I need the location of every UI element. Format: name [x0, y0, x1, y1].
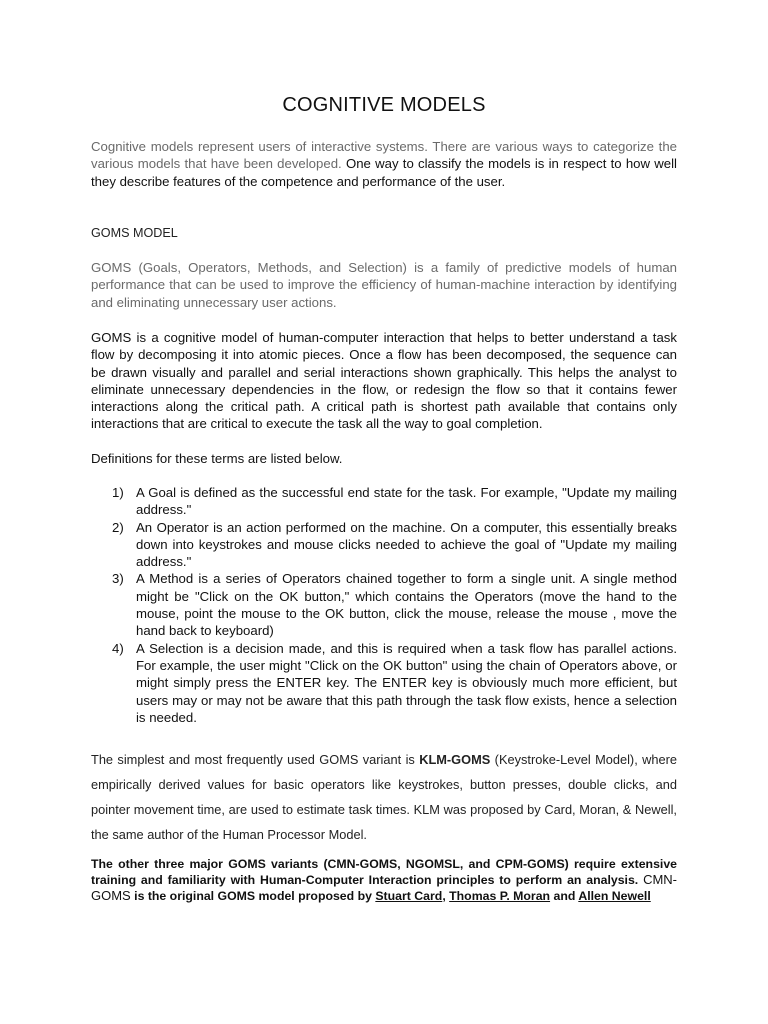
- thomas-moran-link[interactable]: Thomas P. Moran: [449, 889, 551, 903]
- comma-separator: ,: [442, 889, 450, 903]
- page-title: COGNITIVE MODELS: [282, 94, 486, 116]
- list-item-text: A Method is a series of Operators chained together to form a single unit. A single method might be "Click on the OK button," which contains the Operators (move the hand to the mouse, point the mouse to the OK button, click the mouse, release the mouse , move the hand back to keyboard): [136, 571, 677, 639]
- list-item: [91, 640, 677, 726]
- allen-newell-link[interactable]: Allen Newell: [578, 889, 651, 903]
- variants-bold-sentence: The other three major GOMS variants (CMN-GOMS, NGOMSL, and CPM-GOMS) require extensive training and familiarity with Human-Computer Interaction principles to perform an analysis.: [91, 857, 677, 887]
- klm-text-before: The simplest and most frequently used GOMS variant is: [91, 752, 420, 767]
- klm-paragraph: [91, 747, 677, 847]
- goms-heading: GOMS MODEL: [91, 226, 178, 240]
- cmn-goms-term: CMN-GOMS: [91, 872, 677, 903]
- list-item-number: 1): [112, 485, 124, 500]
- intro-paragraph: [91, 138, 677, 190]
- definitions-list: [91, 484, 677, 726]
- klm-goms-term: KLM-GOMS: [419, 752, 491, 767]
- and-separator: and: [550, 889, 579, 903]
- list-item: [91, 519, 677, 571]
- intro-dark-text: One way to classify the models is in respect to how well they describe features of the competence and performance of the user.: [91, 156, 677, 189]
- list-item-number: 4): [112, 640, 124, 656]
- list-item-text: An Operator is an action performed on the machine. On a computer, this essentially breaks down into keystrokes and mouse clicks needed to achieve the goal of "Update my mailing address.": [136, 519, 677, 570]
- goms-explanation-paragraph: GOMS is a cognitive model of human-computer interaction that helps to better understand a task flow by decomposing it into atomic pieces. Once a flow has been decomposed, the sequence can be drawn visually and parallel and serial interactions shown graphically. This helps the analyst to eliminate unnecessary dependencies in the flow, or redesign the flow so that it contains fewer interactions along the critical path. A critical path is shortest path available that contains only interactions that are critical to execute the task all the way to goal completion.: [91, 330, 677, 432]
- original-model-text: is the original GOMS model proposed by: [130, 889, 376, 903]
- list-item: [91, 484, 677, 519]
- list-item: [91, 570, 677, 639]
- variants-paragraph: [91, 856, 677, 904]
- list-item-number: 2): [112, 519, 124, 535]
- klm-text-after: (Keystroke-Level Model), where empirically derived values for basic operators like keystrokes, button presses, double clicks, and pointer movement time, are used to estimate task times. KLM was proposed by Card, Moran, & Newell, the same author of the Human Processor Model.: [91, 752, 677, 842]
- definitions-intro: Definitions for these terms are listed below.: [91, 451, 343, 466]
- list-item-number: 3): [112, 571, 124, 587]
- list-item-text: A Goal is defined as the successful end state for the task. For example, "Update my mailing address.": [136, 485, 677, 518]
- intro-gray-text: Cognitive models represent users of interactive systems. There are various ways to categorize the various models that have been developed.: [91, 139, 677, 172]
- goms-definition-paragraph: GOMS (Goals, Operators, Methods, and Selection) is a family of predictive models of human performance that can be used to improve the efficiency of human-machine interaction by identifying and eliminating unnecessary user actions.: [91, 260, 677, 310]
- list-item-text: A Selection is a decision made, and this is required when a task flow has parallel actions. For example, the user might "Click on the OK button" using the chain of Operators above, or might simply press the ENTER key. The ENTER key is obviously much more efficient, but users may or may not be aware that this path through the task flow exists, hence a selection is needed.: [136, 640, 677, 725]
- stuart-card-link[interactable]: Stuart Card: [375, 889, 443, 903]
